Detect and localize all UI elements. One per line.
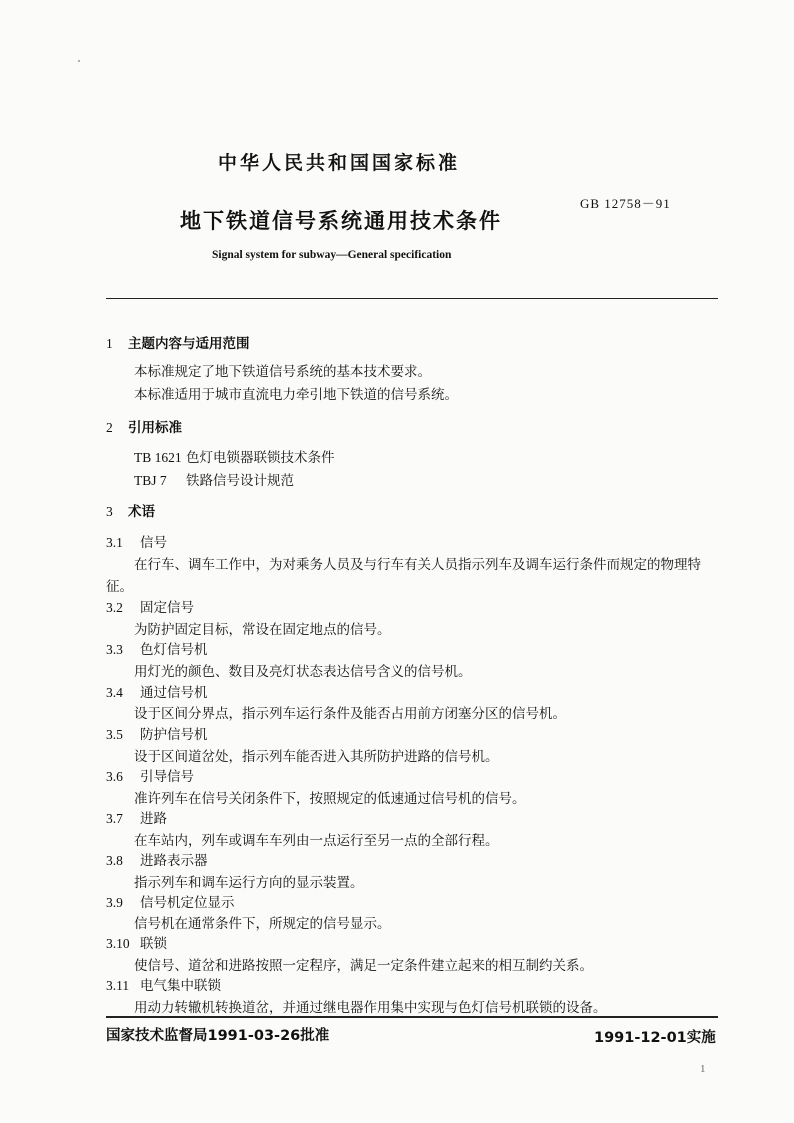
approval-date: 国家技术监督局1991-03-26批准 (106, 1028, 330, 1044)
term-heading: 3.7 进路 (106, 811, 167, 827)
paragraph: 本标准规定了地下铁道信号系统的基本技术要求。 (134, 364, 431, 380)
footer-divider (106, 1016, 718, 1018)
paragraph: 本标准适用于城市直流电力牵引地下铁道的信号系统。 (134, 387, 458, 403)
term-definition: 在车站内，列车或调车车列由一点运行至另一点的全部行程。 (134, 833, 499, 849)
header-divider (106, 298, 718, 299)
term-heading: 3.9 信号机定位显示 (106, 895, 235, 911)
implementation-date: 1991-12-01实施 (594, 1030, 716, 1046)
term-heading: 3.5 防护信号机 (106, 727, 208, 743)
term-heading: 3.8 进路表示器 (106, 853, 208, 869)
term-definition: 为防护固定目标，常设在固定地点的信号。 (134, 622, 391, 638)
term-definition: 使信号、道岔和进路按照一定程序，满足一定条件建立起来的相互制约关系。 (134, 958, 593, 974)
term-heading: 3.4 通过信号机 (106, 685, 208, 701)
term-heading: 3.3 色灯信号机 (106, 642, 208, 658)
term-definition: 设于区间道岔处，指示列车能否进入其所防护进路的信号机。 (134, 749, 499, 765)
document-title-en: Signal system for subway—General specification (212, 249, 452, 261)
reference-item: TB 1621 色灯电锁器联锁技术条件 (134, 450, 335, 466)
page-number: 1 (700, 1063, 706, 1075)
standard-code: GB 12758－91 (580, 196, 671, 211)
term-definition: 用灯光的颜色、数目及亮灯状态表达信号含义的信号机。 (134, 664, 472, 680)
term-definition-continuation: 征。 (106, 579, 133, 595)
term-heading: 3.1 信号 (106, 535, 167, 551)
term-definition: 信号机在通常条件下，所规定的信号显示。 (134, 916, 391, 932)
term-heading: 3.6 引导信号 (106, 769, 194, 785)
term-definition: 用动力转辙机转换道岔，并通过继电器作用集中实现与色灯信号机联锁的设备。 (134, 1000, 607, 1016)
term-heading: 3.11 电气集中联锁 (106, 978, 221, 994)
document-title-cn: 地下铁道信号系统通用技术条件 (180, 209, 502, 233)
term-heading: 3.10 联锁 (106, 936, 167, 952)
section-heading: 3 术语 (106, 504, 155, 520)
scan-speck (78, 60, 80, 62)
section-heading: 2 引用标准 (106, 420, 182, 436)
issuing-organization: 中华人民共和国国家标准 (218, 152, 461, 174)
reference-item: TBJ 7 铁路信号设计规范 (134, 473, 294, 489)
term-definition: 在行车、调车工作中，为对乘务人员及与行车有关人员指示列车及调车运行条件而规定的物理特 (134, 557, 701, 573)
section-heading: 1 主题内容与适用范围 (106, 336, 250, 352)
term-heading: 3.2 固定信号 (106, 600, 194, 616)
term-definition: 指示列车和调车运行方向的显示装置。 (134, 875, 364, 891)
term-definition: 准许列车在信号关闭条件下，按照规定的低速通过信号机的信号。 (134, 791, 526, 807)
term-definition: 设于区间分界点，指示列车运行条件及能否占用前方闭塞分区的信号机。 (134, 706, 566, 722)
